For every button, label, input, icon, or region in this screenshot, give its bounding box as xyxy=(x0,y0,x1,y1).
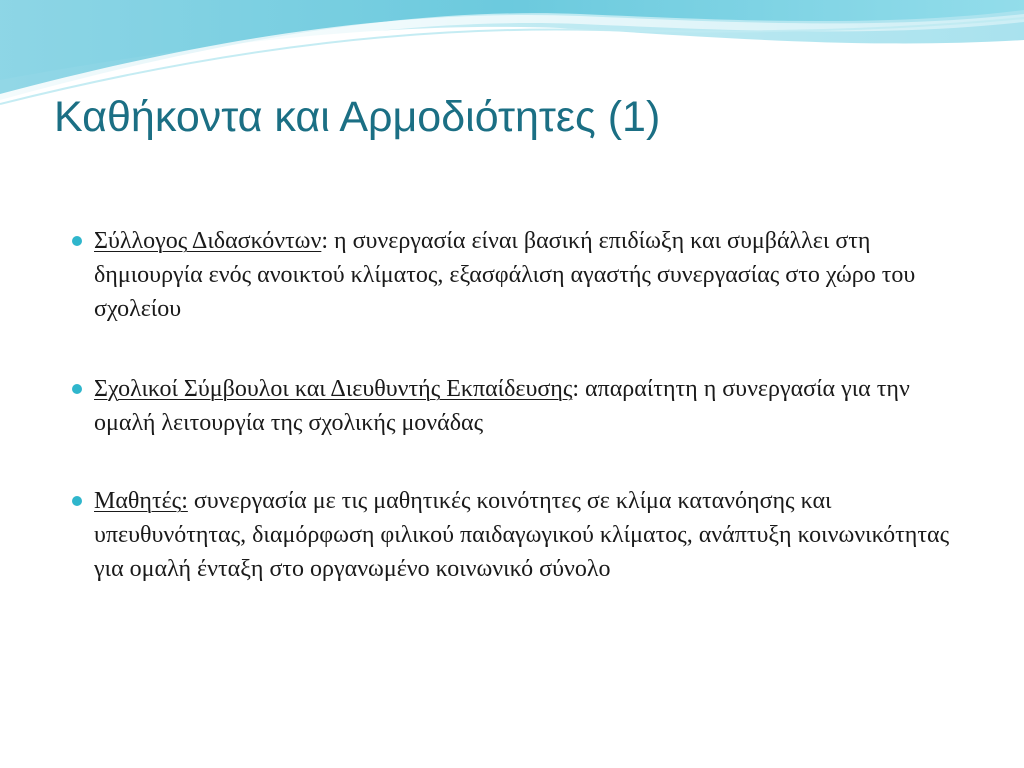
bullet-term: Μαθητές: xyxy=(94,488,188,514)
bullet-dot-icon xyxy=(72,384,82,394)
slide-title: Καθήκοντα και Αρμοδιότητες (1) xyxy=(54,93,661,141)
bullet-text: : απαραίτητη η συνεργασία για την ομαλή λειτουργία της σχολικής μονάδας xyxy=(94,376,910,436)
bullet-text: : η συνεργασία είναι βασική επιδίωξη και συμβάλλει στη δημιουργία ενός ανοικτού κλίματος, εξασφάλιση αγαστής συνεργασίας στο χώρο του σχολείου xyxy=(94,228,916,322)
bullet-item xyxy=(72,224,952,326)
bullet-term: Σύλλογος Διδασκόντων xyxy=(94,228,322,254)
bullet-list xyxy=(72,224,952,626)
bullet-dot-icon xyxy=(72,236,82,246)
bullet-text: συνεργασία με τις μαθητικές κοινότητες σε κλίμα κατανόησης και υπευθυνότητας, διαμόρφωση φιλικού παιδαγωγικού κλίματος, ανάπτυξη κοινωνικότητας για ομαλή ένταξη στο οργανωμένο κοινωνικό σύνολο xyxy=(94,488,950,582)
bullet-dot-icon xyxy=(72,496,82,506)
bullet-item xyxy=(72,484,952,586)
bullet-term: Σχολικοί Σύμβουλοι και Διευθυντής Εκπαίδευσης xyxy=(94,376,573,402)
bullet-item xyxy=(72,372,952,440)
